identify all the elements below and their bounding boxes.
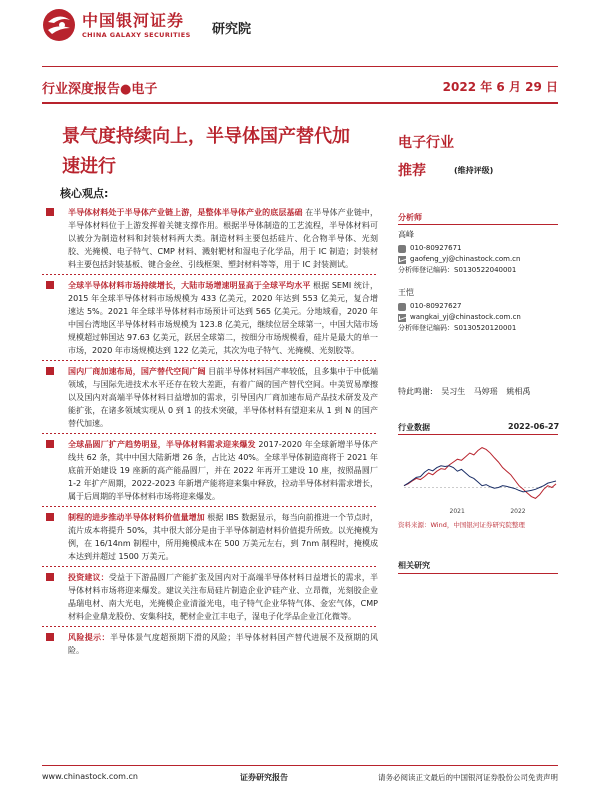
analyst-card	[398, 286, 521, 334]
special-thanks	[398, 386, 536, 397]
point-text: 目前半导体材料国产率较低，且多集中于中低端领域，与国际先进技术水平还存在较大差距，有着广阔的国产替代空间。中美贸易摩擦以及国内对高端半导体材料日益增加的需求，引导国内厂商加速布局产品技术研发及产能扩张，在诸多领域实现从 0 到 1 的技术突破，半导体材料有望迎来从 1 到 N 的国产替代加速。	[68, 367, 378, 428]
bullet-icon	[46, 208, 54, 216]
point-text: 在半导体产业链中，半导体材料位于上游发挥着关键支撑作用。根据半导体制造的工艺流程，半导体材料可以被分为制造材料和封装材料两大类。制造材料主要包括硅片、化合物半导体、光刻胶、光掩模、电子特气、CMP 材料、溅射靶材和湿电子化学品，用于 IC 制造；封装材料主要包括封装基板、键合金丝、引线框架、塑封材料等等，用于 IC 封装测试。	[68, 208, 379, 269]
email-icon	[398, 314, 406, 322]
key-points	[42, 206, 378, 657]
bullet-icon	[46, 367, 54, 375]
chart-x-tick-label: 2021	[449, 508, 465, 515]
phone-icon	[398, 303, 406, 311]
special-thanks-name: 姚相禹	[506, 387, 531, 396]
point-highlight: 国内厂商加速布局，国产替代空间广阔	[68, 367, 206, 376]
analyst-email[interactable]: gaofeng_yj@chinastock.com.cn	[410, 255, 521, 263]
point-divider	[42, 626, 378, 627]
key-point	[42, 279, 378, 357]
analyst-email[interactable]: wangkai_yj@chinastock.com.cn	[410, 313, 521, 321]
point-highlight: 投资建议：	[68, 573, 109, 582]
analyst-cert: 分析师登记编码：S0130520120001	[398, 324, 517, 332]
special-thanks-name: 马婷瑶	[473, 387, 498, 396]
chart-source: 资料来源：Wind，中国银河证券研究院整理	[398, 521, 525, 529]
logo-english-name: CHINA GALAXY SECURITIES	[82, 31, 191, 39]
footer-disclaimer: 请务必阅读正文最后的中国银河证券股份公司免责声明	[378, 773, 558, 782]
analysts-divider	[398, 224, 558, 225]
special-thanks-name: 吴习生	[441, 387, 466, 396]
point-text: 受益于下游晶圆厂产能扩张及国内对于高端半导体材料日益增长的需求，半导体材料市场将迎来爆发。建议关注布局硅片制造企业沪硅产业、立昂微，光刻胶企业晶瑞电材、南大光电，光掩模企业清溢光电，电子特气企业华特气体、金宏气体，CMP 材料企业鼎龙股份、安集科技，靶材企业江丰电子，湿电子化学品企业江化微等。	[68, 573, 378, 621]
key-point	[42, 571, 378, 623]
chart-series-line	[404, 448, 556, 499]
bullet-icon	[46, 633, 54, 641]
key-point	[42, 631, 378, 657]
chart-x-tick-label: 2022	[510, 508, 526, 515]
header-divider-bottom	[42, 102, 558, 104]
company-logo	[42, 6, 222, 44]
key-point	[42, 206, 378, 271]
point-highlight: 风险提示：	[68, 633, 110, 642]
point-divider	[42, 274, 378, 275]
rating-note: (维持评级)	[454, 166, 494, 175]
point-divider	[42, 506, 378, 507]
point-divider	[42, 360, 378, 361]
point-highlight: 全球半导体材料市场持续增长，大陆市场增速明显高于全球平均水平	[68, 281, 311, 290]
point-divider	[42, 566, 378, 567]
analyst-phone-row	[398, 301, 521, 312]
institute-name: 研究院	[212, 22, 252, 37]
point-text: 根据 IBS 数据显示，每当向前推进一个节点时，流片成本将提升 50%，其中很大部分是由于半导体制造材料价值提升所致。以光掩模为例，在 16/14nm 制程中，所用掩模成本在 500 万美元左右，到 7nm 制程时，掩模成本达到并超过 1500 万美元。	[68, 513, 379, 561]
analyst-name: 高峰	[398, 229, 414, 239]
key-point	[42, 511, 378, 563]
industry-data-label: 行业数据	[398, 423, 430, 432]
analyst-card	[398, 228, 520, 276]
point-text: 半导体景气度超预期下滑的风险；半导体材料国产替代进展不及预期的风险。	[68, 633, 379, 655]
analyst-phone: 010-80927671	[410, 244, 462, 252]
bullet-icon	[46, 440, 54, 448]
report-type: 行业深度报告●电子	[42, 82, 158, 97]
report-date: 2022 年 6 月 29 日	[442, 80, 558, 94]
rating-label: 推荐	[398, 163, 426, 179]
point-divider	[42, 433, 378, 434]
analysts-heading: 分析师	[398, 213, 422, 222]
point-text: 根据 SEMI 统计，2015 年全球半导体材料市场规模为 433 亿美元，2020 年达到 553 亿美元，复合增速达 5%。2021 年全球半导体材料市场预计可达到 565 亿美元。分地域看，2020 年中国台湾地区半导体材料市场规模为 123.8 亿美元，继续位居全球第一，中国大陆市场规模超过韩国达 97.63 亿美元，跃居全球第二，按细分市场规模看，硅片是最大的单一市场，2020 年市场规模达到 122 亿美元，其次为电子特气、光掩模、光刻胶等。	[68, 281, 378, 355]
analyst-email-row	[398, 312, 521, 323]
point-highlight: 半导体材料处于半导体产业链上游，是整体半导体产业的底层基础	[68, 208, 303, 217]
bullet-icon	[46, 573, 54, 581]
point-highlight: 全球晶圆厂扩产趋势明显，半导体材料需求迎来爆发	[68, 440, 256, 449]
industry-data-divider	[398, 434, 558, 435]
bullet-icon	[46, 281, 54, 289]
phone-icon	[398, 245, 406, 253]
analyst-phone: 010-80927627	[410, 302, 462, 310]
analyst-phone-row	[398, 243, 520, 254]
related-research-label: 相关研究	[398, 561, 430, 570]
footer-website-link[interactable]: www.chinastock.com.cn	[42, 772, 138, 781]
industry-performance-chart	[400, 440, 560, 516]
email-icon	[398, 256, 406, 264]
core-view-heading: 核心观点:	[60, 187, 109, 200]
header-divider-top	[42, 66, 558, 67]
analyst-name: 王恺	[398, 287, 414, 297]
logo-chinese-name: 中国银河证券	[82, 11, 185, 30]
industry-data-date: 2022-06-27	[508, 422, 560, 431]
point-highlight: 制程的进步推动半导体材料价值量增加	[68, 513, 205, 522]
industry-label: 电子行业	[398, 135, 454, 151]
report-title: 景气度持续向上，半导体国产替代加速进行	[62, 126, 350, 177]
special-thanks-label: 特此鸣谢:	[398, 387, 433, 396]
analyst-cert: 分析师登记编码：S0130522040001	[398, 266, 517, 274]
footer-report-label: 证券研究报告	[240, 773, 288, 782]
analyst-email-row	[398, 254, 520, 265]
key-point	[42, 365, 378, 430]
key-point	[42, 438, 378, 503]
footer-divider	[42, 765, 558, 766]
related-research-divider	[398, 573, 558, 574]
chart-series-line	[404, 466, 556, 492]
bullet-icon	[46, 513, 54, 521]
galaxy-logo-icon	[42, 8, 76, 42]
point-text: 2017-2020 年全球新增半导体产线共 62 条，其中中国大陆新增 26 条，占比达 40%。全球半导体制造商将于 2021 年底前开始建设 19 座新的高产能晶圆厂，并在 2022 年再开工建设 10 座，按照晶圆厂 1-2 年扩产周期，2022-2023 年新增产能将迎来集中释放，拉动半导体材料需求增长，属于后周期的半导体材料市场将迎来爆发。	[68, 440, 378, 501]
